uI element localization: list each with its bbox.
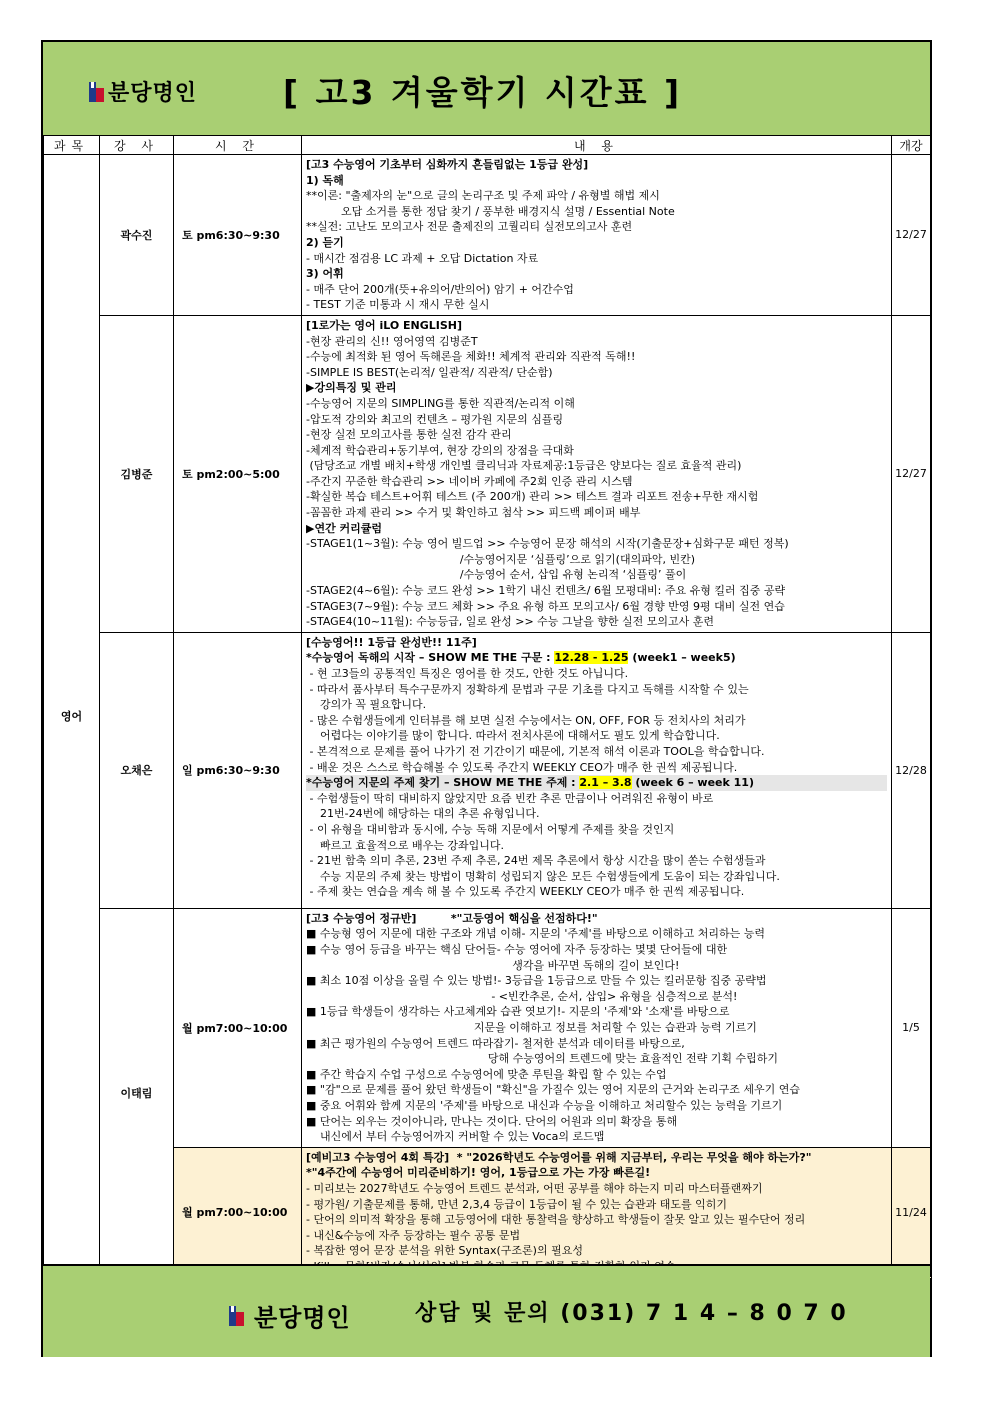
content-line: 2) 듣기 [306, 235, 344, 249]
content-line: - 배운 것은 스스로 학습해볼 수 있도록 주간지 WEEKLY CEO가 매주 한 권씩 제공됩니다. [306, 760, 738, 774]
content-line: - 수험생들이 딱히 대비하지 않았지만 요즘 빈칸 추론 만큼이나 어려워진 유형이 바로 [306, 791, 714, 805]
content-line: - <빈칸추론, 순서, 삽입> 유형을 심층적으로 분석! [306, 989, 738, 1003]
start-date-cell: 12/27 [892, 155, 931, 316]
page-title: [ 고3 겨울학기 시간표 ] [283, 73, 683, 112]
brand-logo [89, 76, 197, 107]
content-line: ▶강의특징 및 관리 [306, 381, 397, 395]
course-title: [1로가는 영어 iLO ENGLISH] [306, 318, 463, 332]
content-line: -주간지 꾸준한 학습관리 >> 네이버 카페에 주2회 인증 관리 시스템 [306, 474, 633, 488]
content-line: -STAGE3(7~9월): 수능 코드 체화 >> 주요 유형 하프 모의고사/ 6월 경향 반영 9평 대비 실전 연습 [306, 599, 785, 613]
content-line: 어렵다는 이야기를 많이 합니다. 따라서 전치사론에 대해서도 필도 있게 학습합니다. [306, 729, 720, 743]
course-title: [고3 수능영어 기초부터 심화까지 흔들림없는 1등급 완성] [306, 158, 589, 171]
content-line: -STAGE1(1~3월): 수능 영어 빌드업 >> 수능영어 문장 해석의 시작(기출문장+심화구문 패턴 정복) [306, 537, 789, 551]
content-line: -STAGE4(10~11월): 수능등급, 일로 완성 >> 수능 그날을 향한 실전 모의고사 훈련 [306, 615, 715, 629]
col-subject: 과목 [44, 136, 100, 155]
content-line: **이론: "출제자의 눈"으로 글의 논리구조 및 주제 파악 / 유형별 해법 제시 [306, 189, 660, 203]
content-line: - 매주 단어 200개(뜻+유의어/반의어) 암기 + 어간수업 [306, 282, 574, 296]
col-content: 내 용 [302, 136, 892, 155]
content-line: -압도적 강의와 최고의 컨텐츠 – 평가원 지문의 심플링 [306, 412, 564, 426]
content-line: ■ "감"으로 문제를 풀어 왔던 학생들이 "확신"을 가질수 있는 영어 지문의 근거와 논리구조 세우기 연습 [306, 1083, 800, 1097]
footer-banner [43, 1264, 930, 1357]
content-line: - 본격적으로 문제를 풀어 나가기 전 기간이기 때문에, 기본적 해석 이론과 TOOL을 학습합니다. [306, 744, 765, 758]
table-header-row [44, 136, 931, 155]
content-line: - 많은 수험생들에게 인터뷰를 해 보면 실전 수능에서는 ON, OFF, FOR 등 전치사의 처리가 [306, 713, 746, 727]
content-line: -수능영어 지문의 SIMPLING를 통한 직관적/논리적 이해 [306, 396, 575, 410]
content-line: 21번-24번에 해당하는 대의 추론 유형입니다. [306, 807, 540, 821]
timetable-sheet [41, 40, 932, 1357]
content-line: ■ 단어는 외우는 것이아니라, 만나는 것이다. 단어의 어원과 의미 확장을 통해 [306, 1114, 678, 1128]
content-line: - 21번 함축 의미 추론, 23번 주제 추론, 24번 제목 추론에서 항상 시간을 많이 쏟는 수험생들과 [306, 854, 766, 868]
teacher-cell: 오채은 [100, 632, 174, 908]
content-line: -꼼꼼한 과제 관리 >> 수거 및 확인하고 첨삭 >> 피드백 페이퍼 배부 [306, 506, 641, 520]
content-line: 내신에서 부터 수능영어까지 커버할 수 있는 Voca의 로드맵 [306, 1130, 605, 1144]
footer-brand-name: 분당명인 [254, 1304, 351, 1332]
header-banner [43, 42, 930, 137]
content-line: - 복잡한 영어 문장 분석을 위한 Syntax(구조론)의 필요성 [306, 1244, 583, 1258]
content-line: -현장 실전 모의고사를 통한 실전 감각 관리 [306, 428, 512, 442]
content-line: ■ 주간 학습지 수업 구성으로 수능영어에 맞춘 루틴을 확립 할 수 있는 수업 [306, 1067, 667, 1081]
content-line: -확실한 복습 테스트+어휘 테스트 (주 200개) 관리 >> 테스트 결과 리포트 전송+무한 재시험 [306, 490, 759, 504]
content-line: - TEST 기준 미통과 시 재시 무한 실시 [306, 298, 490, 312]
time-cell: 토 pm2:00~5:00 [174, 315, 302, 632]
content-cell [302, 155, 892, 316]
content-line: ■ 수능형 영어 지문에 대한 구조와 개념 이해- 지문의 '주제'를 바탕으로 이해하고 처리하는 능력 [306, 927, 766, 941]
content-line: ■ 1등급 학생들이 생각하는 사고체계와 습관 엿보기!- 지문의 '주제'와 '소재'를 바탕으로 [306, 1005, 730, 1019]
content-line: - 이 유형을 대비함과 동시에, 수능 독해 지문에서 어떻게 주제를 찾을 것인지 [306, 822, 675, 836]
content-line: 3) 어휘 [306, 267, 344, 281]
content-line: - 주제 찾는 연습을 계속 해 볼 수 있도록 주간지 WEEKLY CEO가 매주 한 권씩 제공됩니다. [306, 885, 745, 899]
content-line: ■ 최근 평가원의 수능영어 트렌드 따라잡기- 철저한 분석과 데이터를 바탕으로, [306, 1036, 685, 1050]
content-line: /수능영어 순서, 삽입 유형 논리적 ‘심플링’ 풀이 [306, 568, 687, 582]
col-teacher: 강 사 [100, 136, 174, 155]
table-row [44, 315, 931, 632]
content-line: *"4주간에 수능영어 미리준비하기! 영어, 1등급으로 가는 가장 빠른길! [306, 1166, 651, 1180]
brand-logo-icon [89, 82, 104, 102]
content-line: **실전: 고난도 모의고사 전문 출제진의 고퀄리티 실전모의고사 훈련 [306, 220, 633, 234]
start-date-cell: 1/5 [892, 908, 931, 1147]
course-title: [수능영어!! 1등급 완성반!! 11주] [306, 635, 477, 649]
content-line: ▶연간 커리큘럼 [306, 521, 383, 535]
time-cell: 토 pm6:30~9:30 [174, 155, 302, 316]
content-cell [302, 908, 892, 1147]
col-time: 시 간 [174, 136, 302, 155]
content-line: - 현 고3들의 공통적인 특징은 영어를 한 것도, 안한 것도 아닙니다. [306, 667, 629, 680]
brand-logo-icon [229, 1306, 244, 1326]
content-line: -수능에 최적화 된 영어 독해론을 체화!! 체계적 관리와 직관적 독해!! [306, 350, 636, 364]
content-line: 오답 소거를 통한 정답 찾기 / 풍부한 배경지식 설명 / Essential Note [306, 204, 675, 218]
content-cell [302, 1147, 892, 1278]
content-line: *수능영어 독해의 시작 – SHOW ME THE 구문 : 12.28 - 1.25 (week1 – week5) [306, 651, 736, 665]
content-line: ■ 최소 10점 이상을 올릴 수 있는 방법!- 3등급을 1등급으로 만들 수 있는 킬러문항 집중 공략법 [306, 974, 767, 988]
table-row [44, 1147, 931, 1278]
content-line: 빠르고 효율적으로 배우는 강좌입니다. [306, 838, 504, 852]
content-line: -STAGE2(4~6월): 수능 코드 완성 >> 1학기 내신 컨텐츠/ 6월 모평대비: 주요 유형 킬러 집중 공략 [306, 584, 786, 598]
start-date-cell: 12/28 [892, 632, 931, 908]
teacher-cell: 이태림 [100, 908, 174, 1278]
content-line: ■ 수능 영어 등급을 바꾸는 핵심 단어들- 수능 영어에 자주 등장하는 몇몇 단어들에 대한 [306, 943, 728, 956]
start-date-cell: 11/24 [892, 1147, 931, 1278]
content-line: ■ 중요 어휘와 함께 지문의 '주제'를 바탕으로 내신과 수능을 이해하고 처리할수 있는 능력을 기르기 [306, 1098, 783, 1112]
col-start: 개강 [892, 136, 931, 155]
date-range-highlight: 2.1 – 3.8 [579, 776, 632, 790]
brand-name: 분당명인 [108, 81, 198, 106]
content-line: - 매시간 점검용 LC 과제 + 오답 Dictation 자료 [306, 251, 539, 265]
teacher-cell: 곽수진 [100, 155, 174, 316]
content-line: 당해 수능영어의 트렌드에 맞는 효율적인 전략 기획 수립하기 [306, 1052, 778, 1066]
subject-cell: 영어 [44, 155, 100, 1278]
start-date-cell: 12/27 [892, 315, 931, 632]
schedule-table [43, 135, 931, 1279]
content-line: -SIMPLE IS BEST(논리적/ 일관적/ 직관적/ 단순함) [306, 365, 553, 379]
time-cell: 월 pm7:00~10:00 [174, 1147, 302, 1278]
content-line: - 평가원/ 기출문제를 통해, 만년 2,3,4 등급이 1등급이 될 수 있는 습관과 태도를 익히기 [306, 1197, 728, 1211]
course-title: [예비고3 수능영어 4회 특강] * "2026학년도 수능영어를 위해 지금부터, 우리는 무엇을 해야 하는가?" [306, 1150, 812, 1164]
content-cell [302, 632, 892, 908]
content-line: *수능영어 지문의 주제 찾기 – SHOW ME THE 주제 : 2.1 – 3.8 (week 6 – week 11) [306, 775, 887, 791]
content-cell [302, 315, 892, 632]
footer-logo [229, 1298, 351, 1333]
content-line: - 단어의 의미적 확장을 통해 고등영어에 대한 통찰력을 향상하고 학생들이 잘못 알고 있는 필수단어 정리 [306, 1213, 806, 1227]
content-line: - 미리보는 2027학년도 수능영어 트렌드 분석과, 어떤 공부를 해야 하는지 미리 마스터플랜짜기 [306, 1181, 763, 1195]
content-line: -현장 관리의 신!! 영어영역 김병준T [306, 334, 478, 348]
table-row [44, 632, 931, 908]
content-line: - 따라서 품사부터 특수구문까지 정확하게 문법과 구문 기초를 다지고 독해를 시작할 수 있는 [306, 682, 749, 696]
content-line: 지문을 이해하고 정보를 처리할 수 있는 습관과 능력 기르기 [306, 1020, 757, 1034]
time-cell: 일 pm6:30~9:30 [174, 632, 302, 908]
content-line: - 내신&수능에 자주 등장하는 필수 공통 문법 [306, 1228, 521, 1242]
date-range-highlight: 12.28 - 1.25 [554, 651, 629, 665]
content-line: 1) 독해 [306, 173, 344, 187]
content-line: 생각을 바꾸면 독해의 길이 보인다! [306, 958, 680, 972]
table-row [44, 155, 931, 316]
course-title: [고3 수능영어 정규반] *"고등영어 핵심을 선점하다!" [306, 911, 598, 925]
content-line: (담당조교 개별 배치+학생 개인별 클리닉과 자료제공:1등급은 양보다는 질로 효율적 관리) [306, 459, 742, 473]
content-line: -체계적 학습관리+동기부여, 현장 강의의 장점을 극대화 [306, 443, 574, 457]
teacher-cell: 김병준 [100, 315, 174, 632]
contact-info: 상담 및 문의 (031) 7 1 4 – 8 0 7 0 [415, 1301, 848, 1326]
content-line: 수능 지문의 주제 찾는 방법이 명확히 성립되지 않은 모든 수험생들에게 도움이 되는 강좌입니다. [306, 869, 780, 883]
content-line: 강의가 꼭 필요합니다. [306, 698, 427, 712]
content-line: /수능영어지문 ‘심플링’으로 읽기(대의파악, 빈칸) [306, 552, 696, 566]
time-cell: 월 pm7:00~10:00 [174, 908, 302, 1147]
table-row [44, 908, 931, 1147]
